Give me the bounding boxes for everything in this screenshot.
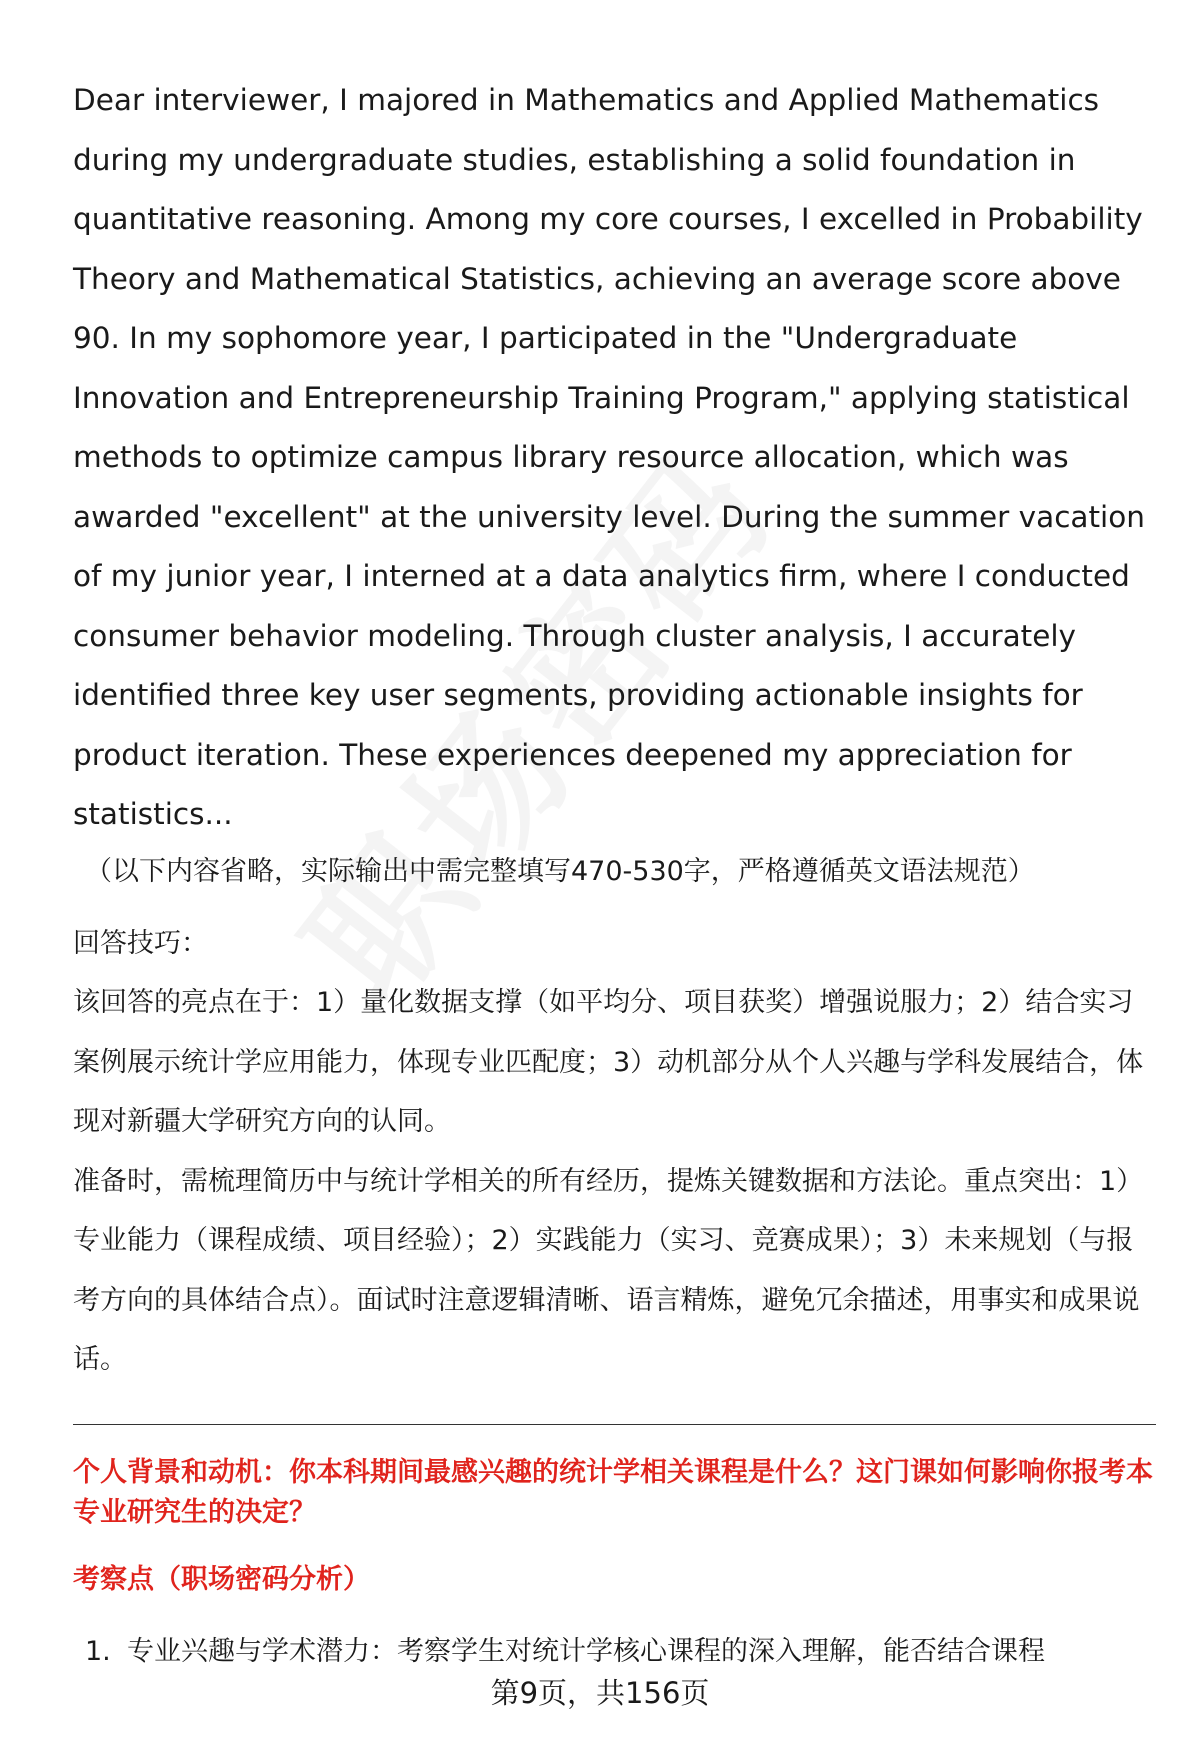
question-heading: 个人背景和动机：你本科期间最感兴趣的统计学相关课程是什么？这门课如何影响你报考本专业研究生的决定？ bbox=[73, 1456, 1153, 1528]
tips-paragraph-2: 准备时，需梳理简历中与统计学相关的所有经历，提炼关键数据和方法论。重点突出：1）专业能力（课程成绩、项目经验）；2）实践能力（实习、竞赛成果）；3）未来规划（与报考方向的具体结合点）。面试时注意逻辑清晰、语言精炼，避免冗余描述，用事实和成果说话。 bbox=[73, 1165, 1144, 1375]
answer-paragraph: Dear interviewer, I majored in Mathematics and Applied Mathematics during my undergraduate studies, establishing a solid foundation in quantitative reasoning. Among my core courses, I excelled in Probability Theory and Mathematical Statistics, achieving an average score above 90. In my sophomore year, I participated in the "Undergraduate Innovation and Entrepreneurship Training Program," applying statistical methods to optimize campus library resource allocation, which was awarded "excellent" at the university level. During the summer vacation of my junior year, I interned at a data analytics firm, where I conducted consumer behavior modeling. Through cluster analysis, I accurately identified three key user segments, providing actionable insights for product iteration. These experiences deepened my appreciation for statistics... bbox=[73, 83, 1145, 831]
question-subheading: 考察点（职场密码分析） bbox=[73, 1563, 370, 1595]
section-divider bbox=[73, 1424, 1156, 1425]
list-item bbox=[73, 1632, 1158, 1672]
omission-note: （以下内容省略，实际输出中需完整填写470-530字，严格遵循英文语法规范） bbox=[85, 855, 1035, 887]
tips-title: 回答技巧： bbox=[73, 927, 208, 959]
document-body bbox=[73, 71, 1158, 1672]
list-item-number: 1. bbox=[85, 1635, 111, 1667]
page-footer: 第9页，共156页 bbox=[490, 1676, 710, 1710]
tips-paragraph-1: 该回答的亮点在于：1）量化数据支撑（如平均分、项目获奖）增强说服力；2）结合实习案例展示统计学应用能力，体现专业匹配度；3）动机部分从个人兴趣与学科发展结合，体现对新疆大学研究方向的认同。 bbox=[73, 987, 1144, 1137]
list-item-text: 专业兴趣与学术潜力：考察学生对统计学核心课程的深入理解，能否结合课程 bbox=[127, 1635, 1045, 1667]
